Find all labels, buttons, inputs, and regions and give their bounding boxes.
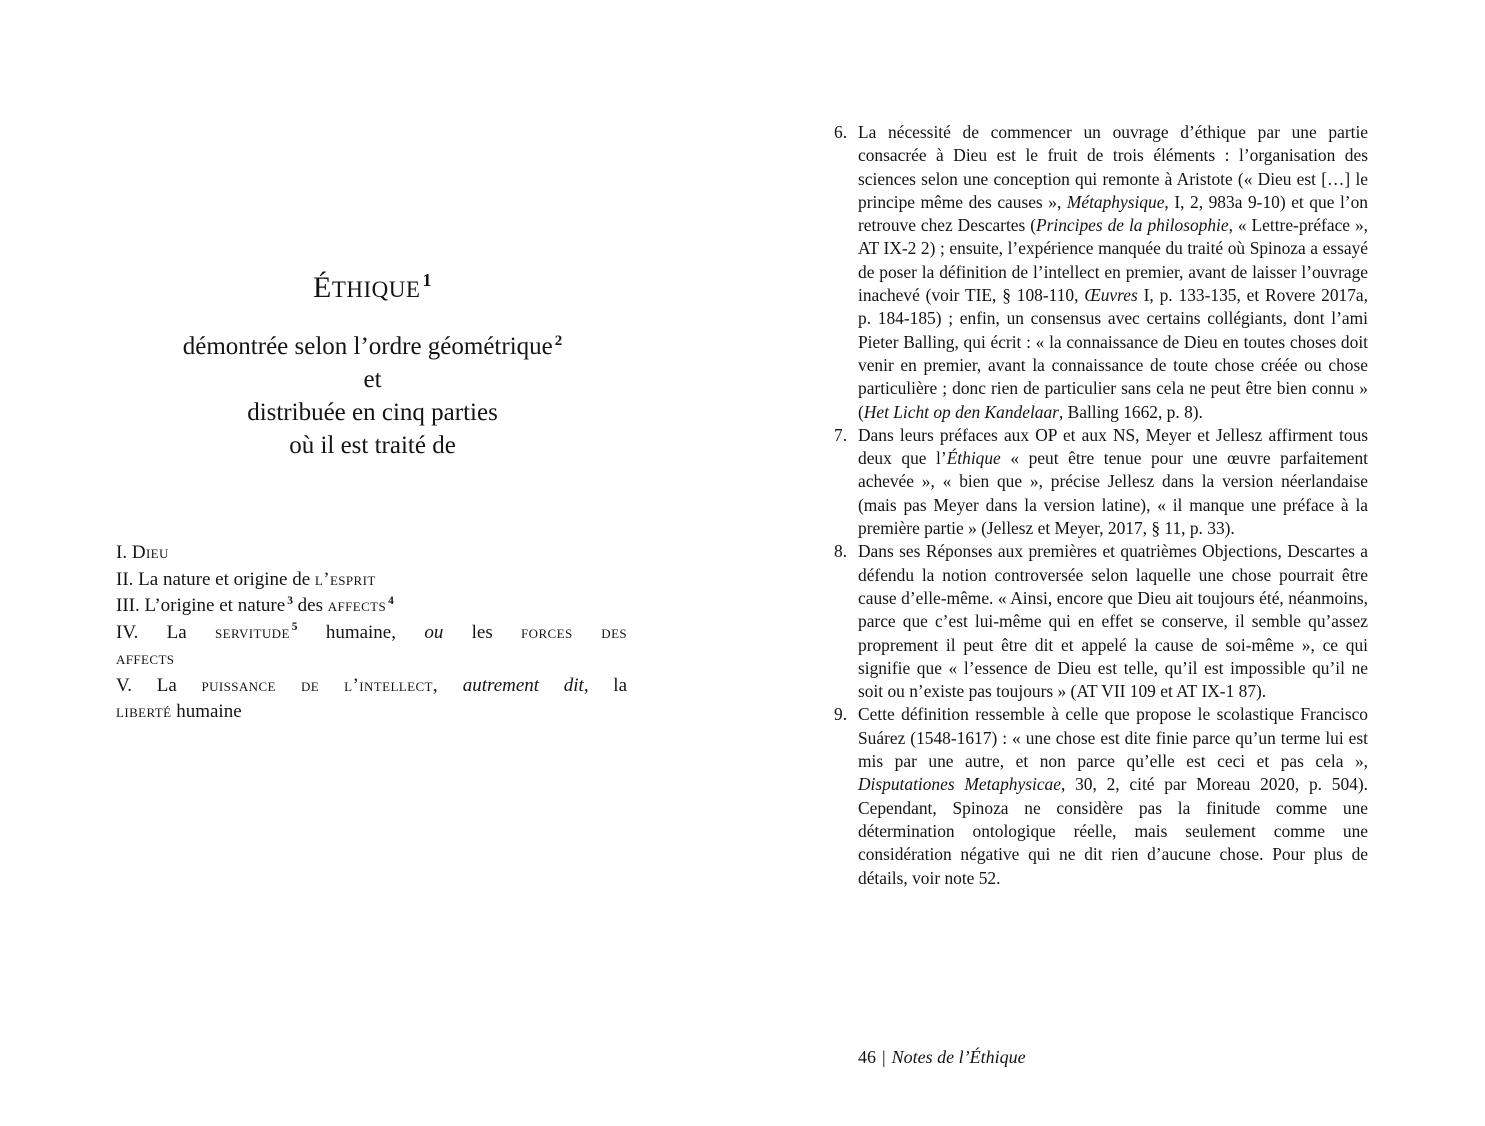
note-text: La nécessité de commencer un ouvrage d’éthique par une partie consacrée à Dieu est le fruit de trois éléments : l’organisation des sciences selon une conception qui remonte à Aristote (« Dieu est […] le principe même des causes »,	[858, 122, 1368, 212]
part-text: les	[471, 621, 493, 643]
note-title-italic: Het Licht op den Kandelaar	[863, 401, 1059, 422]
part-item	[116, 567, 627, 594]
part-line	[116, 646, 627, 673]
part-item	[116, 620, 627, 673]
part-line	[116, 620, 627, 647]
part-title: l’esprit	[314, 568, 376, 590]
part-text: , la	[583, 674, 628, 696]
book-title	[100, 268, 645, 310]
part-title: forces des	[521, 621, 628, 643]
title-block	[100, 0, 645, 480]
note-text: Cette définition ressemble à celle que propose le scolastique Francisco Suárez (1548-1617) : « une chose est dite finie parce qu’un terme lui est mis par une autre, et non parce qu’elle est ceci et pas cela »,	[858, 704, 1368, 772]
note-item	[834, 121, 1368, 424]
part-emphasis: ou	[424, 621, 444, 643]
note-number: 8.	[834, 541, 848, 562]
note-title-italic: Éthique	[946, 448, 1001, 469]
part-text: humaine,	[325, 621, 396, 643]
part-title: puissance de l’intellect,	[201, 674, 439, 696]
note-number: 6.	[834, 122, 848, 142]
note-title-italic: Principes de la philosophie	[1036, 215, 1229, 236]
subtitle-line: où il est traité de	[289, 432, 456, 459]
note-number: 7.	[834, 424, 848, 445]
subtitle-text: démontrée selon l’ordre géométrique	[182, 333, 553, 360]
part-title: servitude	[215, 621, 290, 643]
part-title: affects	[116, 648, 175, 669]
parts-list	[116, 540, 627, 726]
part-emphasis: autrement dit	[462, 674, 584, 696]
note-text: Dans leurs préfaces aux OP et aux NS, Meyer et Jellesz affirment tous deux que l’	[858, 424, 1368, 469]
note-item	[834, 424, 1368, 540]
part-number: I.	[116, 542, 128, 563]
part-item	[116, 593, 627, 620]
part-text: II. La nature et origine de	[116, 568, 311, 590]
subtitle-line	[100, 330, 645, 363]
part-line	[116, 673, 627, 700]
title-rest: THIQUE	[331, 277, 421, 302]
part-item	[116, 673, 627, 726]
subtitle-line: et	[363, 366, 382, 393]
left-page	[0, 0, 742, 1126]
subtitle-line: distribuée en cinq parties	[247, 399, 498, 426]
note-text: , I, 2, 983a 9-10) et que l’on retrouve chez Descartes (	[858, 191, 1368, 236]
note-text: Dans ses Réponses aux premières et quatrièmes Objections, Descartes a défendu la notion controversée selon laquelle une chose pourrait être cause d’elle-même. « Ainsi, encore que Dieu ait toujours été, néanmoins, parce que c’est lui-même qui en effet se conserve, il semble qu’assez proprement il peut être dit et appelé la cause de soi-même », ce qui signifie que « l’essence de Dieu est telle, qu’il est impossible qu’il ne soit ou n’existe pas toujours » (AT VII 109 et AT IX-1 87).	[858, 541, 1368, 702]
running-title: Notes de l’Éthique	[891, 1047, 1026, 1067]
note-text: , « Lettre-préface », AT IX-2 2) ; ensuite, l’expérience manquée du traité où Spinoza a essayé de poser la définition de l’intellect en premier, avant de laisser l’ouvrage inachevé (voir TIE, § 108-110,	[858, 215, 1368, 306]
note-number: 9.	[834, 704, 848, 725]
footnote-ref: 5	[291, 621, 298, 634]
part-text: III. L’origine et nature	[116, 595, 286, 616]
note-text: « peut être tenue pour une œuvre parfaitement achevée », « bien que », précise Jellesz dans la version néerlandaise (mais pas Meyer dans la version latine), « il manque une préface à la première partie » (Jellesz et Meyer, 2017, § 11, p. 33).	[858, 448, 1368, 539]
footnote-ref: 3	[287, 594, 293, 607]
note-text: , Balling 1662, p. 8).	[1058, 401, 1203, 422]
note-title-italic: Œuvres	[1084, 285, 1138, 306]
right-page	[742, 0, 1485, 1126]
part-title: liberté	[116, 701, 172, 722]
footer-separator: |	[882, 1047, 886, 1067]
note-text: I, p. 133-135, et Rovere 2017a, p. 184-185) ; enfin, un consensus avec certains collégiants, dont l’ami Pieter Balling, qui écrit : « la connaissance de Dieu en toutes choses doit venir en premier, avant la connaissance de toute chose créée ou chose particulière ; donc rien de particulier sans cela ne peut être bien connu » (	[858, 285, 1368, 422]
part-title: affects	[327, 595, 387, 616]
footnote-ref: 1	[422, 270, 432, 290]
note-item	[834, 703, 1368, 889]
note-title-italic: Métaphysique	[1066, 191, 1165, 212]
footnote-ref: 2	[554, 332, 563, 349]
book-subtitle	[100, 330, 645, 462]
part-text: des	[297, 595, 323, 616]
note-item	[834, 540, 1368, 703]
page-number: 46	[858, 1047, 876, 1067]
part-item	[116, 540, 627, 567]
part-text: IV. La	[116, 621, 187, 643]
footnote-ref: 4	[388, 594, 394, 607]
title-initial: É	[313, 271, 332, 304]
note-text: , 30, 2, cité par Moreau 2020, p. 504). Cependant, Spinoza ne considère pas la finitude comme une détermination ontologique réelle, mais seulement comme une considération négative qui ne dit rien d’aucune chose. Pour plus de détails, voir note 52.	[858, 774, 1368, 888]
part-title: Dieu	[131, 542, 169, 563]
part-text: V. La	[116, 674, 177, 696]
part-line	[116, 699, 627, 726]
part-text: humaine	[176, 701, 242, 722]
notes-list	[834, 121, 1368, 890]
page-footer	[858, 1044, 1026, 1070]
note-title-italic: Disputationes Metaphysicae	[858, 774, 1061, 795]
